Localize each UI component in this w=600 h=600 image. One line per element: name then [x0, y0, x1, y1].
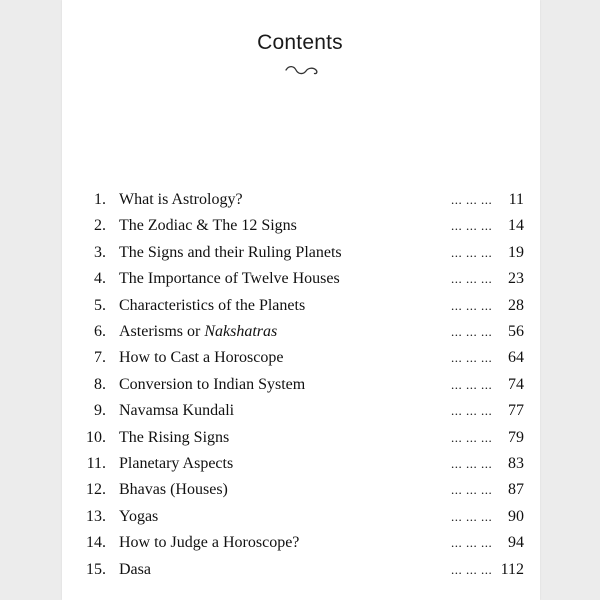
toc-leader: ... ... ...: [451, 535, 493, 551]
toc-title: Yogas: [119, 507, 159, 525]
toc-row: [0, 399, 600, 423]
toc-leader: ... ... ...: [451, 376, 493, 392]
toc-title: Bhavas (Houses): [119, 481, 228, 499]
toc-title-plain: Asterisms or: [119, 323, 205, 340]
toc-title: The Zodiac & The 12 Signs: [119, 217, 297, 235]
table-of-contents: [0, 188, 600, 588]
toc-title: How to Judge a Horoscope?: [119, 534, 300, 552]
toc-row: [0, 346, 600, 370]
toc-title: The Rising Signs: [119, 428, 230, 446]
toc-title: [119, 320, 277, 344]
toc-row: [0, 188, 600, 212]
flourish-icon: [284, 64, 320, 78]
toc-page-number: 64: [508, 349, 524, 367]
toc-number: 2.: [94, 217, 106, 235]
toc-leader: ... ... ...: [451, 508, 493, 524]
toc-page-number: 11: [508, 191, 524, 208]
toc-row: [0, 558, 600, 582]
toc-number: 5.: [94, 296, 106, 314]
toc-row: [0, 373, 600, 397]
toc-number: 14.: [86, 534, 106, 552]
toc-leader: ... ... ...: [451, 244, 493, 260]
toc-leader: ... ... ...: [451, 482, 493, 498]
toc-leader: ... ... ...: [451, 350, 493, 366]
toc-title: Navamsa Kundali: [119, 402, 235, 420]
toc-number: 12.: [86, 481, 106, 499]
toc-number: 9.: [94, 402, 106, 420]
toc-title-italic: Nakshatras: [204, 323, 278, 340]
toc-leader: ... ... ...: [451, 297, 493, 313]
toc-row: [0, 267, 600, 291]
toc-page-number: 14: [508, 217, 524, 235]
toc-number: 10.: [86, 428, 106, 446]
toc-title: How to Cast a Horoscope: [119, 349, 284, 367]
toc-page-number: 56: [508, 323, 524, 340]
toc-row: [0, 505, 600, 529]
toc-page-number: 19: [508, 243, 524, 261]
toc-title: The Signs and their Ruling Planets: [119, 243, 342, 261]
toc-page-number: 94: [508, 534, 524, 552]
toc-number: 6.: [94, 323, 106, 340]
toc-leader: ... ... ...: [451, 324, 493, 339]
toc-row: [0, 426, 600, 450]
page-title: Contents: [257, 31, 343, 54]
toc-page-number: 23: [508, 270, 524, 288]
toc-page-number: 77: [508, 402, 524, 420]
toc-leader: ... ... ...: [451, 561, 493, 577]
toc-leader: ... ... ...: [451, 456, 493, 471]
toc-number: 11.: [86, 455, 106, 472]
toc-leader: ... ... ...: [451, 271, 493, 287]
toc-number: 8.: [94, 375, 106, 393]
toc-row: [0, 531, 600, 555]
toc-title: What is Astrology?: [119, 191, 243, 208]
toc-leader: ... ... ...: [451, 429, 493, 445]
toc-row: [0, 294, 600, 318]
toc-page-number: 90: [508, 507, 524, 525]
toc-number: 4.: [94, 270, 106, 288]
toc-page-number: 28: [508, 296, 524, 314]
toc-page-number: 83: [508, 455, 524, 472]
toc-page-number: 87: [508, 481, 524, 499]
toc-row: [0, 214, 600, 238]
toc-number: 7.: [94, 349, 106, 367]
toc-page-number: 112: [500, 560, 524, 578]
toc-leader: ... ... ...: [451, 218, 493, 234]
toc-number: 15.: [86, 560, 106, 578]
toc-title: Planetary Aspects: [119, 455, 234, 472]
toc-leader: ... ... ...: [451, 192, 493, 207]
toc-row: [0, 320, 600, 344]
toc-title: Dasa: [119, 560, 151, 578]
toc-page-number: 74: [508, 375, 524, 393]
toc-row: [0, 241, 600, 265]
toc-leader: ... ... ...: [451, 403, 493, 419]
toc-title: The Importance of Twelve Houses: [119, 270, 340, 288]
toc-row: [0, 478, 600, 502]
toc-page-number: 79: [508, 428, 524, 446]
toc-number: 13.: [86, 507, 106, 525]
toc-number: 1.: [94, 191, 106, 208]
toc-title: Conversion to Indian System: [119, 375, 306, 393]
toc-number: 3.: [94, 243, 106, 261]
toc-row: [0, 452, 600, 476]
toc-title: Characteristics of the Planets: [119, 296, 306, 314]
